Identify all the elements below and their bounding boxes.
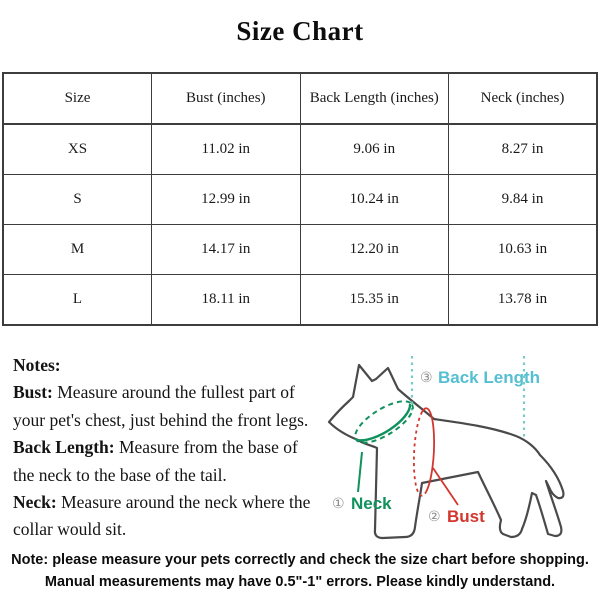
note-term: Neck: [13, 492, 57, 513]
neck-pointer-line [358, 452, 362, 492]
table-cell-size: XS [3, 124, 152, 175]
note-line [13, 434, 358, 461]
footer-note-line2: Manual measurements may have 0.5"-1" errors. Please kindly understand. [44, 574, 556, 590]
table-cell-neck: 10.63 in [449, 225, 598, 275]
note-text: your pet's chest, just behind the front legs. [13, 409, 309, 430]
column-header-back-length: Back Length (inches) [300, 73, 449, 124]
column-header-neck: Neck (inches) [449, 73, 598, 124]
table-cell-back-length: 10.24 in [300, 175, 449, 225]
footer-note-line1: Note: please measure your pets correctly and check the size chart before shopping. [11, 552, 589, 568]
table-cell-neck: 8.27 in [449, 124, 598, 175]
table-cell-back-length: 9.06 in [300, 124, 449, 175]
bust-label: Bust [447, 507, 485, 526]
table-cell-bust: 11.02 in [152, 124, 301, 175]
note-term: Back Length: [13, 437, 115, 458]
table-cell-neck: 9.84 in [449, 175, 598, 225]
table-row [3, 124, 597, 175]
table-cell-bust: 12.99 in [152, 175, 301, 225]
neck-label: Neck [351, 494, 392, 513]
column-header-bust: Bust (inches) [152, 73, 301, 124]
table-cell-bust: 14.17 in [152, 225, 301, 275]
note-text: collar would sit. [13, 519, 127, 540]
table-header-row [3, 73, 597, 124]
measurement-notes [13, 352, 358, 544]
table-cell-size: L [3, 275, 152, 326]
size-table-body [3, 124, 597, 325]
note-line [13, 489, 358, 516]
note-term: Bust: [13, 382, 53, 403]
bust-measure-arc-solid [422, 408, 434, 492]
note-text: Measure from the base of [114, 437, 298, 458]
note-text: the neck to the base of the tail. [13, 464, 227, 485]
table-cell-back-length: 15.35 in [300, 275, 449, 326]
neck-number-icon: ① [332, 496, 345, 512]
table-cell-bust: 18.11 in [152, 275, 301, 326]
bust-pointer-line [433, 468, 458, 505]
table-cell-neck: 13.78 in [449, 275, 598, 326]
note-line [13, 516, 358, 543]
neck-measure-arc-solid [358, 405, 410, 440]
note-line [13, 352, 358, 379]
table-cell-size: S [3, 175, 152, 225]
back-length-number-icon: ③ [420, 370, 433, 386]
note-text: Measure around the fullest part of [52, 382, 295, 403]
note-line [13, 407, 358, 434]
note-line [13, 379, 358, 406]
note-text: Measure around the neck where the [56, 492, 311, 513]
table-row [3, 275, 597, 326]
table-cell-back-length: 12.20 in [300, 225, 449, 275]
note-line [13, 462, 358, 489]
note-term: Notes: [13, 355, 61, 375]
footer-note [0, 549, 600, 593]
size-table [2, 72, 598, 326]
size-table-header [3, 73, 597, 124]
column-header-size: Size [3, 73, 152, 124]
table-cell-size: M [3, 225, 152, 275]
bust-number-icon: ② [428, 509, 441, 525]
table-row [3, 225, 597, 275]
page-title: Size Chart [236, 16, 364, 46]
back-length-label: Back Length [438, 368, 541, 387]
table-row [3, 175, 597, 225]
dog-measurement-diagram [320, 348, 600, 548]
